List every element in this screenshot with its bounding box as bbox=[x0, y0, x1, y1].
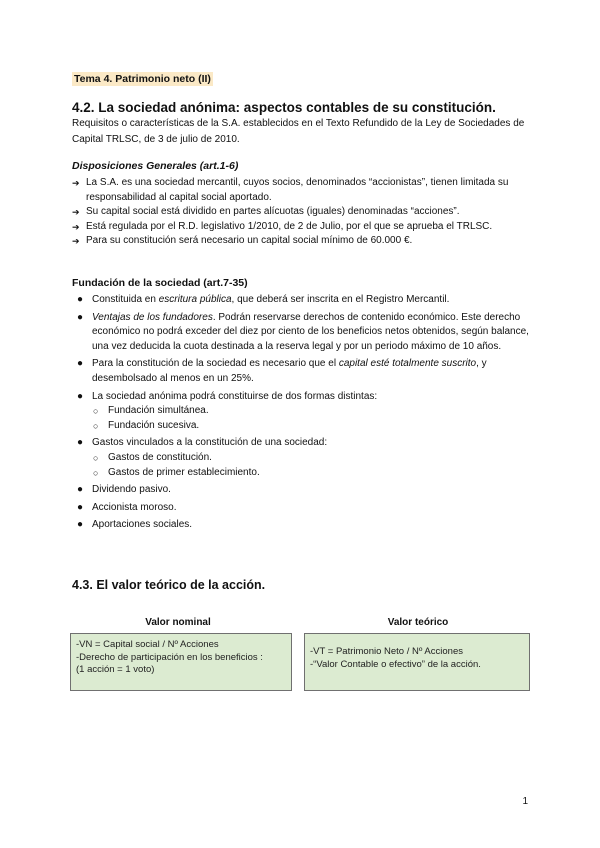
bullet-icon: ● bbox=[77, 437, 84, 449]
bullet-icon: ● bbox=[77, 390, 84, 402]
circle-icon: ○ bbox=[93, 406, 99, 417]
fundacion-title: Fundación de la sociedad (art.7-35) bbox=[72, 277, 248, 289]
circle-icon: ○ bbox=[93, 467, 99, 478]
sub-list bbox=[92, 451, 532, 480]
list-item: ● Accionista moroso. bbox=[72, 501, 532, 516]
section-42-title: 4.2. La sociedad anónima: aspectos contables de su constitución. bbox=[72, 100, 496, 115]
nominal-title: Valor nominal bbox=[145, 617, 211, 628]
sub-list-item: ○ Fundación simultánea. bbox=[92, 404, 532, 419]
list-item: ● Para la constitución de la sociedad es necesario que el capital esté totalmente suscrito, y desembolsado al menos en un 25%. bbox=[77, 358, 487, 384]
section-42-intro: Requisitos o características de la S.A. establecidos en el Texto Refundido de la Ley de Sociedades de Capital TRLSC, de 3 de julio de 2010. bbox=[72, 118, 525, 145]
arrow-icon: ➔ bbox=[72, 221, 80, 232]
bullet-icon: ● bbox=[77, 294, 84, 305]
section-43-title: 4.3. El valor teórico de la acción. bbox=[72, 578, 266, 592]
bullet-icon: ● bbox=[77, 358, 84, 370]
bullet-icon: ● bbox=[77, 519, 84, 531]
list-item: ➔ Para su constitución será necesario un capital social mínimo de 60.000 €. bbox=[72, 234, 532, 249]
list-item: ➔ Está regulada por el R.D. legislativo 1/2010, de 2 de Julio, por el que se aprueba el TRLSC. bbox=[72, 220, 532, 235]
list-item: ● La sociedad anónima podrá constituirse de dos formas distintas: ○ Fundación simultánea. ○ Fundación sucesiva. bbox=[72, 390, 532, 434]
teorico-title: Valor teórico bbox=[387, 617, 449, 628]
bullet-icon: ● bbox=[77, 311, 84, 323]
nominal-box: -VN = Capital social / Nº Acciones -Derecho de participación en los beneficios : (1 acción = 1 voto) bbox=[70, 633, 292, 691]
sub-list-item: ○ Fundación sucesiva. bbox=[92, 419, 532, 434]
arrow-icon: ➔ bbox=[72, 236, 80, 247]
circle-icon: ○ bbox=[93, 420, 99, 431]
list-item: ● Aportaciones sociales. bbox=[72, 518, 532, 533]
list-item: ● Ventajas de los fundadores. Podrán reservarse derechos de contenido económico. Este derecho económico no podrá exceder del diez por ciento de los beneficios netos obtenidos, según balance, una vez deducida la cuota destinada a la reserva legal y por un periodo máximo de 10 años. bbox=[77, 311, 529, 352]
list-item: ➔ La S.A. es una sociedad mercantil, cuyos socios, denominados “accionistas”, tienen limitada su responsabilidad al capital social aportado. bbox=[72, 177, 509, 203]
teorico-box: -VT = Patrimonio Neto / Nº Acciones -“Valor Contable o efectivo” de la acción. bbox=[304, 633, 530, 691]
topic-heading: Tema 4. Patrimonio neto (II) bbox=[74, 73, 211, 85]
sub-list-item: ○ Gastos de primer establecimiento. bbox=[92, 466, 532, 481]
sub-list bbox=[92, 404, 532, 433]
list-item: ● Dividendo pasivo. bbox=[72, 483, 532, 498]
bullet-icon: ● bbox=[77, 501, 84, 513]
disposiciones-title: Disposiciones Generales (art.1-6) bbox=[72, 160, 239, 172]
list-item: ● Gastos vinculados a la constitución de una sociedad: ○ Gastos de constitución. ○ Gastos de primer establecimiento. bbox=[72, 436, 532, 480]
page-number: 1 bbox=[522, 796, 528, 807]
list-item: ➔ Su capital social está dividido en partes alícuotas (iguales) denominadas “acciones”. bbox=[72, 205, 532, 220]
bullet-icon: ● bbox=[77, 484, 84, 496]
circle-icon: ○ bbox=[93, 452, 99, 463]
sub-list-item: ○ Gastos de constitución. bbox=[92, 451, 532, 466]
fundacion-list bbox=[72, 293, 532, 536]
list-item: ● Constituida en escritura pública, que deberá ser inscrita en el Registro Mercantil. bbox=[72, 293, 532, 308]
arrow-icon: ➔ bbox=[72, 178, 80, 188]
arrow-icon: ➔ bbox=[72, 207, 80, 218]
disposiciones-list bbox=[72, 176, 532, 249]
